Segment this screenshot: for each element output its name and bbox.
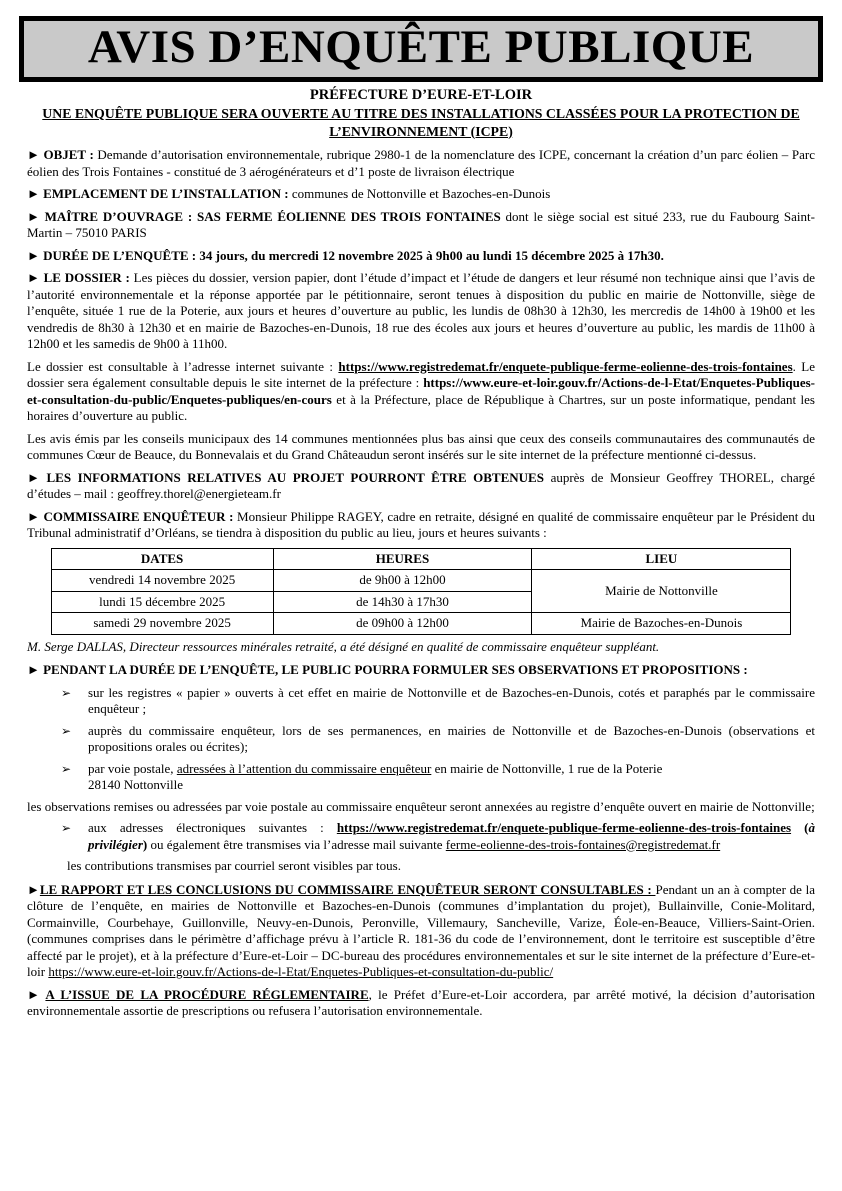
link-prefecture-consultation[interactable]: https://www.eure-et-loir.gouv.fr/Actions-de-l-Etat/Enquetes-Publiques-et-consultation-du-public/ [48,964,554,980]
dossier-en-ligne-text-3: et à la Préfecture, place de République à Chartres, sur un poste informatique, pendant les horaires d’ouverture au public. [27,391,815,424]
paragraph-objet [27,147,815,180]
rapport-label: LE RAPPORT ET LES CONCLUSIONS DU COMMISSAIRE ENQUÊTEUR SERONT CONSULTABLES : [39,881,656,897]
paragraph-dossier-en-ligne [27,359,815,425]
prefecture-heading: PRÉFECTURE D’EURE-ET-LOIR [309,86,533,103]
bullet-postale-underlined: adressées à l’attention du commissaire enquêteur [176,760,432,776]
dossier-en-ligne-text-2: . Le dossier sera également consultable depuis le site internet de la préfecture : [27,358,816,391]
maitre-ouvrage-label: ► MAÎTRE D’OUVRAGE : SAS FERME ÉOLIENNE DES TROIS FONTAINES [27,208,506,224]
notice-heading [27,105,815,140]
link-prefecture-en-cours[interactable]: https://www.eure-et-loir.gouv.fr/Actions-de-l-Etat/Enquetes-Publiques-et-consultation-du-public/Enquetes-publiques/en-cours [27,375,815,407]
table-row [51,570,791,592]
table-header-row [51,548,791,570]
link-registredemat[interactable]: https://www.registredemat.fr/enquete-publique-ferme-eolienne-des-trois-fontaines [338,358,793,374]
table-header-dates: DATES [51,548,273,570]
bullet-postale-text-1: par voie postale, [88,760,177,776]
pendant-label: ► PENDANT LA DURÉE DE L’ENQUÊTE, LE PUBLIC POURRA FORMULER SES OBSERVATIONS ET PROPOSITIONS : [27,662,748,678]
list-item-permanences [27,723,815,756]
paragraph-duree [27,248,815,265]
dossier-text: Les pièces du dossier, version papier, dont l’étude d’impact et l’étude de dangers et leur résumé non technique ainsi que l’avis de l’autorité environnementale et la réponse apportée par le pétitionnaire, seront tenues à disposition du public en mairie de Nottonville, siège de l’enquête, située 1 rue de la Poterie, aux jours et heures d’ouverture au public, les lundis de 08h30 à 12h30, les mercredis de 14h00 à 19h00 et les vendredis de 8h30 à 12h30 et en mairie de Bazoches-en-Dunois, 18 rue des écoles aux jours et heures d’ouverture au public, les mardis de 11h00 à 12h00 et les samedis de 9h00 à 11h00. [27,270,815,352]
table-header-lieu: LIEU [532,548,791,570]
dossier-label: ► LE DOSSIER : [27,270,134,286]
suppleant-note: M. Serge DALLAS, Directeur ressources minérales retraité, a été désigné en qualité de commissaire enquêteur suppléant. [27,638,660,654]
bullet-electronique-text-2: ou également être transmises via l’adresse mail suivante [147,836,446,852]
paragraph-avis-conseils: Les avis émis par les conseils municipaux des 14 communes mentionnées plus bas ainsi que ceux des conseils communautaires des communautés de communes Cœur de Beauce, du Bonnevalais et du Grand Châteaudun seront insérés sur le site internet de la préfecture mentionné ci-dessus. [27,430,815,463]
paragraph-issue [27,987,815,1020]
title-banner [19,16,823,82]
paragraph-informations [27,470,815,503]
email-ferme-eolienne-link[interactable]: ferme-eolienne-des-trois-fontaines@registredemat.fr [445,836,721,852]
bullet-electronique-paren-open: ( [791,820,809,836]
link-registredemat-observations[interactable]: https://www.registredemat.fr/enquete-publique-ferme-eolienne-des-trois-fontaines [336,820,792,836]
arrow-bullet-icon: ➢ [61,685,72,700]
arrow-bullet-icon: ➢ [61,723,72,738]
issue-bullet-icon: ► [27,986,46,1002]
cell-date-3: samedi 29 novembre 2025 [51,613,273,635]
rapport-bullet-icon: ► [27,881,40,897]
cell-lieu-nottonville: Mairie de Nottonville [532,570,791,613]
informations-label: ► LES INFORMATIONS RELATIVES AU PROJET POURRONT ÊTRE OBTENUES [27,469,551,485]
emplacement-text: communes de Nottonville et Bazoches-en-Dunois [291,186,551,202]
table-row [51,613,791,635]
bullet-electronique-paren-close: ) [142,836,148,852]
commissaire-text: Monsieur Philippe RAGEY, cadre en retraite, désigné en qualité de commissaire enquêteur par le Président du Tribunal administratif d’Orléans, se tiendra à disposition du public au lieu, jours et heures suivants : [27,508,815,541]
list-item-voie-postale [27,761,815,794]
paragraph-commissaire [27,509,815,542]
commissaire-label: ► COMMISSAIRE ENQUÊTEUR : [27,508,238,524]
cell-heures-3: de 09h00 à 12h00 [273,613,532,635]
bullet-permanences-text: auprès du commissaire enquêteur, lors de ses permanences, en mairies de Nottonville et de Bazoches-en-Dunois (observations et propositions orales ou écrites); [88,722,815,755]
cell-lieu-bazoches: Mairie de Bazoches-en-Dunois [532,613,791,635]
bullet-electronique-privilegier: à privilégier [88,820,815,852]
dossier-en-ligne-text-1: Le dossier est consultable à l’adresse internet suivante : [27,358,339,374]
emplacement-label: ► EMPLACEMENT DE L’INSTALLATION : [27,186,292,202]
objet-label: ► OBJET : [27,147,98,163]
contributions-visibles-note: les contributions transmises par courriel seront visibles par tous. [67,858,401,874]
list-item-registres [27,685,815,718]
maitre-ouvrage-text: dont le siège social est situé 233, rue du Faubourg Saint-Martin – 75010 PARIS [27,208,815,241]
cell-date-2: lundi 15 décembre 2025 [51,591,273,613]
cell-heures-1: de 9h00 à 12h00 [273,570,532,592]
bullet-postale-text-2: en mairie de Nottonville, 1 rue de la Poterie [431,760,663,776]
notice-text: UNE ENQUÊTE PUBLIQUE SERA OUVERTE AU TITRE DES INSTALLATIONS CLASSÉES POUR LA PROTECTION DE L’ENVIRONNEMENT (ICPE) [42,106,800,139]
issue-text: , le Préfet d’Eure-et-Loir accordera, par arrêté motivé, la décision d’autorisation environnementale assortie de prescriptions ou refusera l’autorisation environnementale. [27,986,815,1019]
rapport-text: Pendant un an à compter de la clôture de l’enquête, en mairies de Nottonville et Bazoches-en-Dunois (communes d’implantation du projet), Bullainville, Conie-Molitard, Cormainville, Courbehaye, Guillonville, Neuvy-en-Dunois, Peronville, Villemaury, Sancheville, Varize, Éole-en-Beauce, Villiers-Saint-Orien. (communes comprises dans le périmètre d’affichage prévu à l’article R. 181-36 du code de l’environnement, dont le territoire est susceptible d’être affecté par le projet), et à la préfecture d’Eure-et-Loir – DC-bureau des procédures environnementales et sur le site internet de la préfecture d’Eure-et-loir [27,881,816,980]
duree-label: ► DURÉE DE L’ENQUÊTE : 34 jours, du mercredi 12 novembre 2025 à 9h00 au lundi 15 décembre 2025 à 17h30. [27,247,664,263]
bullet-postale-line-2: 28140 Nottonville [88,777,183,793]
arrow-bullet-icon: ➢ [61,761,72,776]
objet-text: Demande d’autorisation environnementale, rubrique 2980-1 de la nomenclature des ICPE, concernant la création d’un parc éolien – Parc éolien des Trois Fontaines - constitué de 3 aérogénérateurs et d’1 poste de livraison électrique [27,147,816,179]
arrow-bullet-icon: ➢ [61,821,72,836]
paragraph-emplacement [27,186,815,203]
informations-text: auprès de Monsieur Geoffrey THOREL, chargé d’études – mail : geoffrey.thorel@energieteam.fr [27,469,815,502]
cell-date-1: vendredi 14 novembre 2025 [51,570,273,592]
paragraph-maitre-ouvrage [27,209,815,242]
paragraph-dossier [27,270,815,353]
bullet-electronique-text-1: aux adresses électroniques suivantes : [88,820,337,836]
issue-label: A L’ISSUE DE LA PROCÉDURE RÉGLEMENTAIRE [45,986,369,1002]
paragraph-observations-note: les observations remises ou adressées par voie postale au commissaire enquêteur seront annexées au registre d’enquête ouvert en mairie de Nottonville; [27,798,815,814]
paragraph-pendant [27,662,815,679]
paragraph-rapport [27,882,815,981]
bullet-registres-text: sur les registres « papier » ouverts à cet effet en mairie de Nottonville et de Bazoches-en-Dunois, cotés et paraphés par le commissaire enquêteur ; [88,684,815,717]
list-item-adresses-electroniques [27,820,815,853]
permanences-table [51,548,792,635]
page-title: AVIS D’ENQUÊTE PUBLIQUE [87,21,755,73]
table-header-heures: HEURES [273,548,532,570]
cell-heures-2: de 14h30 à 17h30 [273,591,532,613]
